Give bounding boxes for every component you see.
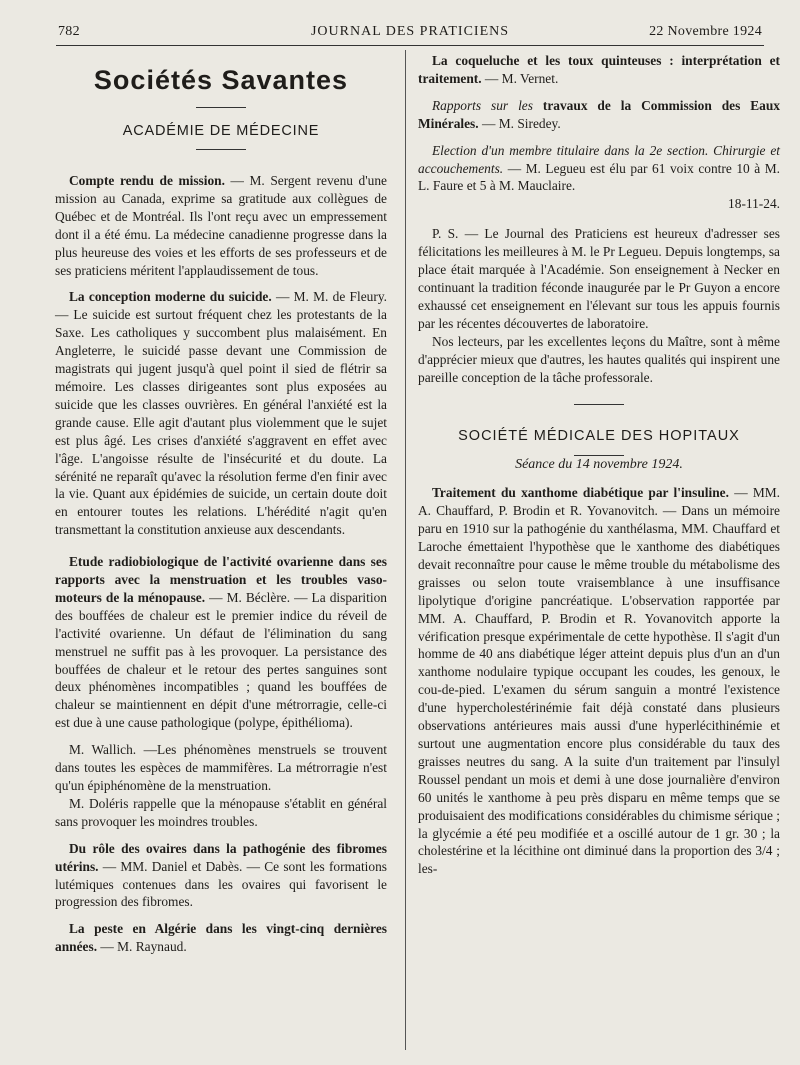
academie-heading: ACADÉMIE DE MÉDECINE — [122, 123, 320, 139]
page-number: 782 — [58, 24, 80, 39]
article-lecteurs: Nos lecteurs, par les excellentes leçons du Maître, sont à même d'apprécier mieux que d'autres, les hautes qualités qui inspirent une pareille conception de la tâche professorale. — [418, 333, 780, 385]
article-title: La conception moderne du suicide. — [69, 289, 272, 305]
article-body: — M. Vernet. — [481, 70, 559, 86]
election-date: 18-11-24. — [728, 196, 780, 212]
article-compte-rendu — [55, 172, 387, 279]
article-peste — [55, 920, 387, 956]
article-body: — M. Béclère. — La disparition des bouffées de chaleur est le premier indice du réveil de l'activité ovarienne. Un défaut de l'élimination du sang menstruel ne suffit pas à les provoquer. La persistance des bouffées de chaleur et le retour des pertes sanguines sont deux phénomènes incompatibles ; quand les bouffées de chaleur se maintiennent en dépit d'une métrorragie, celle-ci est due à une cause pathologique (polype, épithélioma). — [55, 589, 387, 731]
issue-date: 22 Novembre 1924 — [649, 24, 762, 39]
article-body: — M. Siredey. — [478, 115, 561, 131]
article-title: La coqueluche et les toux quinteuses : interprétation et traitement. — [418, 53, 780, 86]
header-rule — [56, 45, 764, 46]
article-body: — M. M. de Fleury. — Le suicide est surtout fréquent chez les protestants de la Saxe. Les catholiques y succombent plus malaisément. En Angleterre, le suicidé passe devant une Commission de magistrats qui jugent jusqu'à quel point il sied de flétrir sa mémoire. Les classes dirigeantes sont plus exposées au suicide que les classes ouvrières. En général l'anxiété est la grande cause. Elle agit d'autant plus violemment que le sujet est plus âgé. Les crises d'anxiété s'aggravent en effet avec l'âge. L'angoisse résulte de l'insécurité et du doute. La sérénité ne reparaît qu'avec la résolution ferme d'en finir avec la vie. Quant aux épidémies de suicide, un certain doute doit en entourer toutes les relations. L'hérédité n'agit qu'en transmettant la constitution anxieuse aux descendants. — [55, 289, 387, 538]
article-rapports — [418, 97, 780, 133]
journal-title: JOURNAL DES PRATICIENS — [310, 24, 510, 39]
article-title: Election d'un membre titulaire dans la 2e section. Chirurgie et accouchements. — [418, 142, 780, 176]
article-ovarienne — [55, 553, 387, 732]
article-body: — M. Sergent revenu d'une mission au Canada, exprime sa gratitude aux collègues de Québec et de Montréal. Ils l'ont reçu avec un empressement dont il a été ému. La médecine canadienne progresse dans la plus heureuse des voies et les efforts de ses professeurs et de ses praticiens méritent l'applaudissement de tous. — [55, 173, 387, 278]
article-wallich: M. Wallich. —Les phénomènes menstruels se trouvent dans toutes les espèces de mammifères. La métrorragie n'est qu'un épiphénomène de la menstruation. — [55, 742, 387, 793]
article-body: — M. Raynaud. — [97, 939, 187, 955]
section-title: Sociétés Savantes — [93, 65, 349, 95]
article-xanthome — [418, 484, 780, 878]
section-rule — [574, 404, 624, 405]
article-postscript: P. S. — Le Journal des Praticiens est heureux d'adresser ses félicitations les meilleures à M. le Pr Legueu. Depuis longtemps, sa place était marquée à l'Académie. Son enseignement à Necker en continuant la tradition féconde inaugurée par le Pr Guyon a encore exhaussé cet enseignement en l'élevant sur tous les appuis fournis par les récentes découvertes de laboratoire. — [418, 226, 780, 331]
article-election — [418, 142, 780, 196]
article-body: — MM. A. Chauffard, P. Brodin et R. Yovanovitch. — Dans un mémoire paru en 1910 sur la pathogénie du xanthélasma, MM. Chauffard et Laroche émettaient l'hypothèse que le xanthome des diabétiques devait reconnaître pour cause le même trouble du métabolisme des graisses ou selon toute vraisemblance à une insuffisance lipolytique d'origine pancréatique. L'observation rapportée par MM. A. Chauffard, P. Brodin et R. Yovanovitch apporte la vérification presque expérimentale de cette hypothèse. Il s'agit d'un homme de 40 ans diabétique léger atteint depuis plus d'un an d'un xanthome nodulaire typique occupant les coudes, les genoux, le cou-de-pied. L'examen du sérum sanguin a montré l'existence d'une hypercholestérinémie fait déjà constaté dans plusieurs observations antérieures mais aussi d'une hyperlécithinémie et surtout une augmentation encore plus considérable du taux des graisses neutres du sang. A la suite d'un traitement par l'insulyl Roussel pendant un mois et demi à une dose journalière d'environ 60 unités le xanthome à peu près disparu en même temps que se produisaient des modifications considérables du chimisme sérique ; la glycémie a été peu modifiée et a oscillé autour de 1 gr. 30 ; la cholestérine et la lécithine ont diminué dans la proportion des 3/4 ; les- — [418, 485, 781, 877]
article-title: La peste en Algérie dans les vingt-cinq dernières années. — [55, 921, 387, 955]
article-fibromes — [55, 840, 387, 912]
article-title: Compte rendu de mission. — [69, 173, 225, 188]
article-body: — MM. Daniel et Dabès. — Ce sont les formations lutémiques contenues dans les ovaires qui favorisent le progression des fibromes. — [55, 858, 387, 910]
societe-heading: SOCIÉTÉ MÉDICALE DES HOPITAUX — [458, 428, 740, 445]
article-title: Du rôle des ovaires dans la pathogénie des fibromes utérins. — [55, 840, 387, 874]
running-head — [58, 24, 762, 42]
article-body: — M. Legueu est élu par 61 voix contre 10 à M. L. Faure et 5 à M. Mauclaire. — [418, 160, 780, 194]
article-coqueluche — [418, 52, 780, 88]
left-column — [55, 52, 387, 956]
title-rule — [196, 107, 246, 108]
seance-date: Séance du 14 novembre 1924. — [515, 457, 683, 473]
right-column — [418, 52, 780, 878]
article-title: Etude radiobiologique de l'activité ovarienne dans ses rapports avec la menstruation et les troubles vaso-moteurs de la ménopause. — [55, 554, 387, 605]
article-title: Traitement du xanthome diabétique par l'insuline. — [432, 485, 729, 501]
column-rule — [405, 50, 406, 1050]
article-suicide — [55, 288, 387, 539]
article-title: travaux de la Commission des Eaux Minérales. — [418, 97, 780, 131]
article-prefix: Rapports sur les — [432, 97, 533, 113]
article-doleris: M. Doléris rappelle que la ménopause s'établit en général sans provoquer les moindres troubles. — [55, 795, 387, 829]
